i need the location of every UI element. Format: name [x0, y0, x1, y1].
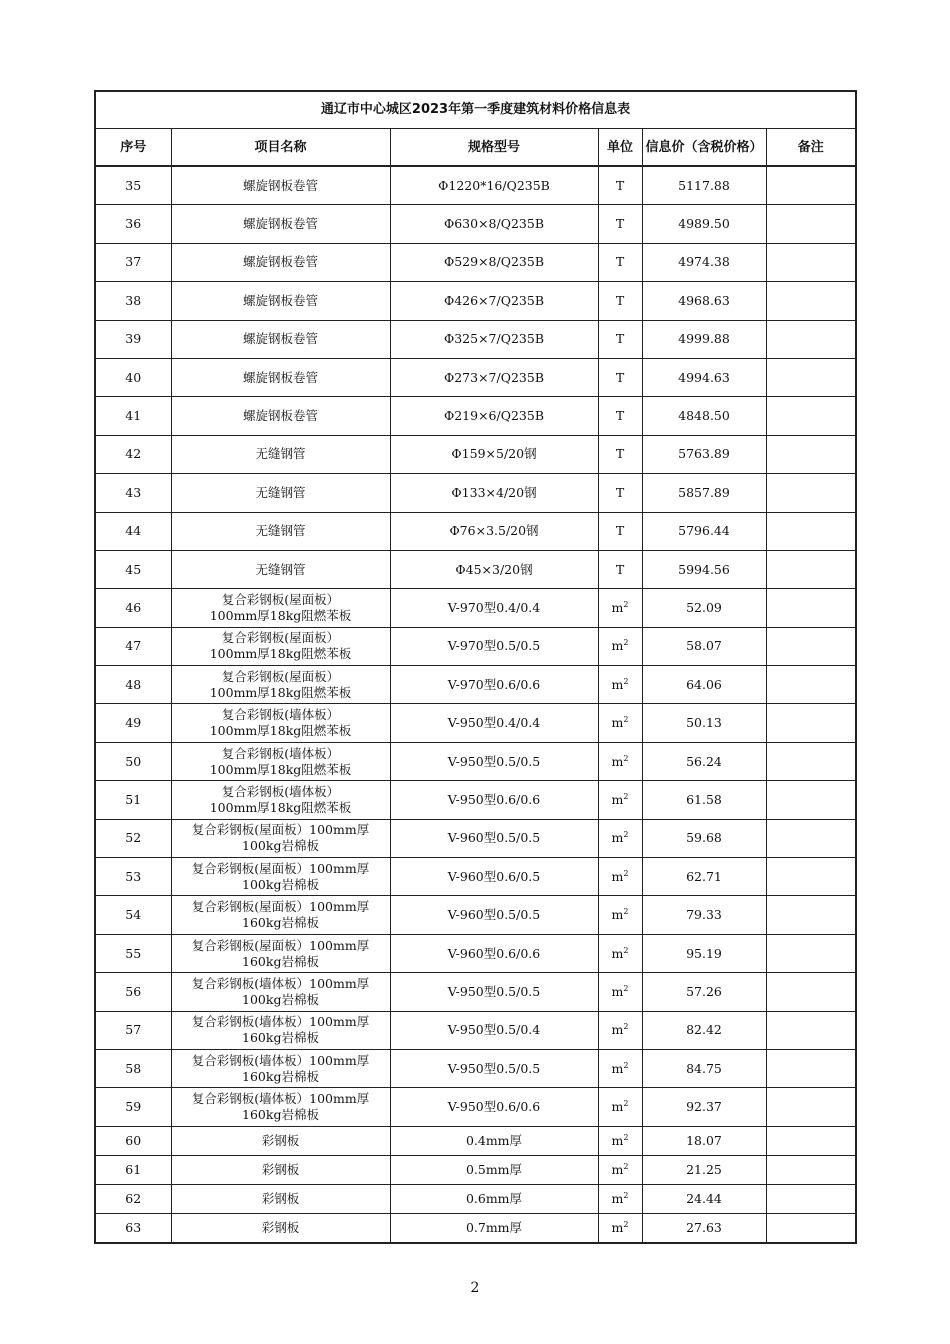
unit-text: m [611, 907, 624, 923]
table-row [95, 704, 856, 742]
row-unit-cell [598, 627, 642, 665]
row-seq-cell: 35 [95, 166, 171, 205]
table-row [95, 435, 856, 473]
table-row [95, 397, 856, 435]
unit-text: T [615, 216, 625, 232]
row-seq-cell: 58 [95, 1049, 171, 1087]
unit-text: m [611, 983, 624, 999]
table-body [95, 166, 856, 1243]
row-name-cell: 螺旋钢板卷管 [171, 320, 390, 358]
row-note-cell [766, 1011, 856, 1049]
table-row [95, 819, 856, 857]
table-row [95, 589, 856, 627]
row-note-cell [766, 435, 856, 473]
unit-text: m [611, 830, 624, 846]
row-seq-cell: 54 [95, 896, 171, 934]
row-seq-cell: 62 [95, 1184, 171, 1213]
row-unit-cell [598, 512, 642, 550]
row-note-cell [766, 550, 856, 588]
unit-text: m [611, 599, 624, 615]
row-note-cell [766, 1184, 856, 1213]
row-unit-cell [598, 742, 642, 780]
row-name-cell: 螺旋钢板卷管 [171, 243, 390, 281]
row-unit-cell [598, 589, 642, 627]
row-seq-cell: 51 [95, 781, 171, 819]
row-note-cell [766, 589, 856, 627]
row-price-cell: 82.42 [642, 1011, 766, 1049]
row-seq-cell: 46 [95, 589, 171, 627]
row-spec-cell: V-950型0.6/0.6 [390, 1088, 598, 1126]
row-unit-cell [598, 397, 642, 435]
row-name-cell: 复合彩钢板(屋面板） 100mm厚18kg阻燃苯板 [171, 666, 390, 704]
row-price-cell: 21.25 [642, 1155, 766, 1184]
row-name-cell: 复合彩钢板(屋面板） 100mm厚18kg阻燃苯板 [171, 589, 390, 627]
row-spec-cell: Φ529×8/Q235B [390, 243, 598, 281]
row-note-cell [766, 282, 856, 320]
row-note-cell [766, 166, 856, 205]
unit-superscript: 2 [623, 1022, 629, 1032]
row-spec-cell: Φ1220*16/Q235B [390, 166, 598, 205]
row-seq-cell: 53 [95, 858, 171, 896]
table-row [95, 1088, 856, 1126]
row-unit-cell [598, 858, 642, 896]
row-note-cell [766, 474, 856, 512]
unit-superscript: 2 [623, 1161, 629, 1171]
unit-text: m [611, 1060, 624, 1076]
table-row [95, 550, 856, 588]
row-seq-cell: 57 [95, 1011, 171, 1049]
row-note-cell [766, 1088, 856, 1126]
row-unit-cell [598, 435, 642, 473]
row-name-cell: 复合彩钢板(屋面板）100mm厚 160kg岩棉板 [171, 934, 390, 972]
unit-superscript: 2 [623, 1132, 629, 1142]
unit-text: m [611, 1190, 624, 1206]
row-note-cell [766, 397, 856, 435]
unit-superscript: 2 [623, 1060, 629, 1070]
table-row [95, 666, 856, 704]
header-seq: 序号 [95, 129, 171, 167]
row-price-cell: 24.44 [642, 1184, 766, 1213]
unit-superscript: 2 [623, 983, 629, 993]
row-price-cell: 5857.89 [642, 474, 766, 512]
row-unit-cell [598, 1126, 642, 1155]
row-name-cell: 彩钢板 [171, 1155, 390, 1184]
row-price-cell: 4999.88 [642, 320, 766, 358]
row-price-cell: 84.75 [642, 1049, 766, 1087]
unit-text: m [611, 868, 624, 884]
row-seq-cell: 47 [95, 627, 171, 665]
row-unit-cell [598, 819, 642, 857]
table-row [95, 358, 856, 396]
unit-text: m [611, 753, 624, 769]
unit-text: T [615, 408, 625, 424]
row-price-cell: 4994.63 [642, 358, 766, 396]
row-price-cell: 4968.63 [642, 282, 766, 320]
unit-text: m [611, 1132, 624, 1148]
row-name-cell: 无缝钢管 [171, 474, 390, 512]
row-name-cell: 螺旋钢板卷管 [171, 166, 390, 205]
row-spec-cell: Φ325×7/Q235B [390, 320, 598, 358]
row-spec-cell: 0.5mm厚 [390, 1155, 598, 1184]
row-spec-cell: V-950型0.5/0.5 [390, 742, 598, 780]
table-row [95, 1155, 856, 1184]
table-row [95, 858, 856, 896]
row-spec-cell: Φ630×8/Q235B [390, 205, 598, 243]
title-row [95, 91, 856, 129]
row-spec-cell: V-960型0.6/0.5 [390, 858, 598, 896]
table-row [95, 1184, 856, 1213]
row-unit-cell [598, 973, 642, 1011]
row-unit-cell [598, 320, 642, 358]
row-price-cell: 95.19 [642, 934, 766, 972]
unit-text: m [611, 676, 624, 692]
row-note-cell [766, 896, 856, 934]
row-name-cell: 无缝钢管 [171, 550, 390, 588]
unit-text: T [615, 484, 625, 500]
row-price-cell: 79.33 [642, 896, 766, 934]
row-seq-cell: 44 [95, 512, 171, 550]
row-seq-cell: 56 [95, 973, 171, 1011]
unit-text: T [615, 292, 625, 308]
row-note-cell [766, 358, 856, 396]
row-unit-cell [598, 934, 642, 972]
row-seq-cell: 52 [95, 819, 171, 857]
table-row [95, 627, 856, 665]
row-seq-cell: 42 [95, 435, 171, 473]
row-price-cell: 4989.50 [642, 205, 766, 243]
header-row [95, 129, 856, 167]
unit-text: m [611, 638, 624, 654]
row-seq-cell: 39 [95, 320, 171, 358]
unit-superscript: 2 [623, 1190, 629, 1200]
row-note-cell [766, 243, 856, 281]
row-note-cell [766, 512, 856, 550]
row-note-cell [766, 1049, 856, 1087]
row-unit-cell [598, 243, 642, 281]
table-row [95, 320, 856, 358]
row-name-cell: 复合彩钢板(墙体板）100mm厚 160kg岩棉板 [171, 1049, 390, 1087]
unit-text: T [615, 177, 625, 193]
row-spec-cell: V-970型0.5/0.5 [390, 627, 598, 665]
table-row [95, 282, 856, 320]
row-price-cell: 56.24 [642, 742, 766, 780]
row-spec-cell: 0.6mm厚 [390, 1184, 598, 1213]
row-name-cell: 复合彩钢板(墙体板）100mm厚 100kg岩棉板 [171, 973, 390, 1011]
unit-superscript: 2 [623, 906, 629, 916]
row-price-cell: 59.68 [642, 819, 766, 857]
row-unit-cell [598, 166, 642, 205]
unit-superscript: 2 [623, 638, 629, 648]
row-note-cell [766, 819, 856, 857]
row-note-cell [766, 666, 856, 704]
row-note-cell [766, 742, 856, 780]
unit-text: T [615, 369, 625, 385]
row-price-cell: 4848.50 [642, 397, 766, 435]
table-title: 通辽市中心城区2023年第一季度建筑材料价格信息表 [95, 91, 856, 129]
row-spec-cell: V-950型0.5/0.4 [390, 1011, 598, 1049]
row-name-cell: 螺旋钢板卷管 [171, 205, 390, 243]
row-name-cell: 复合彩钢板(墙体板） 100mm厚18kg阻燃苯板 [171, 742, 390, 780]
table-row [95, 1049, 856, 1087]
row-name-cell: 复合彩钢板(墙体板）100mm厚 160kg岩棉板 [171, 1088, 390, 1126]
row-price-cell: 5763.89 [642, 435, 766, 473]
unit-text: m [611, 1219, 624, 1235]
row-name-cell: 螺旋钢板卷管 [171, 397, 390, 435]
price-table-container [94, 90, 855, 1244]
row-note-cell [766, 205, 856, 243]
row-spec-cell: V-950型0.5/0.5 [390, 1049, 598, 1087]
row-name-cell: 彩钢板 [171, 1126, 390, 1155]
unit-superscript: 2 [623, 676, 629, 686]
row-name-cell: 复合彩钢板(墙体板） 100mm厚18kg阻燃苯板 [171, 704, 390, 742]
unit-superscript: 2 [623, 945, 629, 955]
row-price-cell: 62.71 [642, 858, 766, 896]
row-spec-cell: V-970型0.6/0.6 [390, 666, 598, 704]
unit-text: T [615, 254, 625, 270]
row-price-cell: 5796.44 [642, 512, 766, 550]
row-seq-cell: 48 [95, 666, 171, 704]
row-price-cell: 64.06 [642, 666, 766, 704]
row-seq-cell: 55 [95, 934, 171, 972]
unit-text: m [611, 1161, 624, 1177]
row-spec-cell: Φ219×6/Q235B [390, 397, 598, 435]
row-note-cell [766, 858, 856, 896]
table-row [95, 166, 856, 205]
row-name-cell: 无缝钢管 [171, 435, 390, 473]
table-row [95, 1126, 856, 1155]
row-unit-cell [598, 1184, 642, 1213]
row-spec-cell: 0.7mm厚 [390, 1213, 598, 1243]
row-name-cell: 复合彩钢板(墙体板）100mm厚 160kg岩棉板 [171, 1011, 390, 1049]
row-unit-cell [598, 666, 642, 704]
row-note-cell [766, 973, 856, 1011]
row-seq-cell: 50 [95, 742, 171, 780]
row-seq-cell: 61 [95, 1155, 171, 1184]
row-unit-cell [598, 896, 642, 934]
row-price-cell: 58.07 [642, 627, 766, 665]
header-name: 项目名称 [171, 129, 390, 167]
row-unit-cell [598, 781, 642, 819]
table-row [95, 896, 856, 934]
row-note-cell [766, 1155, 856, 1184]
header-spec: 规格型号 [390, 129, 598, 167]
row-note-cell [766, 627, 856, 665]
unit-text: m [611, 1099, 624, 1115]
table-row [95, 1213, 856, 1243]
row-unit-cell [598, 1155, 642, 1184]
row-price-cell: 61.58 [642, 781, 766, 819]
row-price-cell: 5994.56 [642, 550, 766, 588]
row-seq-cell: 37 [95, 243, 171, 281]
row-spec-cell: V-950型0.6/0.6 [390, 781, 598, 819]
unit-superscript: 2 [623, 1219, 629, 1229]
row-unit-cell [598, 550, 642, 588]
row-price-cell: 18.07 [642, 1126, 766, 1155]
row-price-cell: 92.37 [642, 1088, 766, 1126]
row-name-cell: 彩钢板 [171, 1213, 390, 1243]
unit-text: m [611, 1022, 624, 1038]
row-name-cell: 复合彩钢板(屋面板）100mm厚 100kg岩棉板 [171, 819, 390, 857]
row-unit-cell [598, 704, 642, 742]
row-spec-cell: Φ159×5/20钢 [390, 435, 598, 473]
unit-superscript: 2 [623, 753, 629, 763]
row-spec-cell: V-960型0.5/0.5 [390, 896, 598, 934]
row-spec-cell: V-960型0.5/0.5 [390, 819, 598, 857]
row-unit-cell [598, 205, 642, 243]
row-note-cell [766, 1213, 856, 1243]
row-seq-cell: 63 [95, 1213, 171, 1243]
row-spec-cell: Φ45×3/20钢 [390, 550, 598, 588]
row-price-cell: 57.26 [642, 973, 766, 1011]
unit-superscript: 2 [623, 830, 629, 840]
row-seq-cell: 36 [95, 205, 171, 243]
table-row [95, 973, 856, 1011]
unit-superscript: 2 [623, 715, 629, 724]
unit-superscript: 2 [623, 1098, 629, 1108]
unit-text: T [615, 523, 625, 539]
table-row [95, 512, 856, 550]
row-spec-cell: V-960型0.6/0.6 [390, 934, 598, 972]
row-unit-cell [598, 1011, 642, 1049]
row-name-cell: 复合彩钢板(屋面板）100mm厚 160kg岩棉板 [171, 896, 390, 934]
unit-text: T [615, 331, 625, 347]
row-note-cell [766, 1126, 856, 1155]
row-unit-cell [598, 1049, 642, 1087]
unit-text: m [611, 791, 624, 807]
price-table [94, 90, 857, 1244]
row-spec-cell: V-970型0.4/0.4 [390, 589, 598, 627]
row-note-cell [766, 704, 856, 742]
header-unit: 单位 [598, 129, 642, 167]
row-seq-cell: 45 [95, 550, 171, 588]
row-seq-cell: 38 [95, 282, 171, 320]
table-row [95, 205, 856, 243]
row-name-cell: 复合彩钢板(墙体板） 100mm厚18kg阻燃苯板 [171, 781, 390, 819]
table-row [95, 243, 856, 281]
unit-text: T [615, 561, 625, 577]
row-seq-cell: 40 [95, 358, 171, 396]
row-unit-cell [598, 282, 642, 320]
row-spec-cell: Φ76×3.5/20钢 [390, 512, 598, 550]
row-seq-cell: 43 [95, 474, 171, 512]
unit-superscript: 2 [623, 791, 629, 801]
table-row [95, 742, 856, 780]
row-price-cell: 50.13 [642, 704, 766, 742]
header-price: 信息价（含税价格） [642, 129, 766, 167]
row-seq-cell: 59 [95, 1088, 171, 1126]
table-row [95, 781, 856, 819]
table-row [95, 1011, 856, 1049]
unit-superscript: 2 [623, 868, 629, 878]
row-seq-cell: 41 [95, 397, 171, 435]
row-name-cell: 复合彩钢板(屋面板）100mm厚 100kg岩棉板 [171, 858, 390, 896]
row-note-cell [766, 320, 856, 358]
row-spec-cell: V-950型0.5/0.5 [390, 973, 598, 1011]
row-name-cell: 无缝钢管 [171, 512, 390, 550]
row-unit-cell [598, 1213, 642, 1243]
row-name-cell: 复合彩钢板(屋面板） 100mm厚18kg阻燃苯板 [171, 627, 390, 665]
row-spec-cell: Φ273×7/Q235B [390, 358, 598, 396]
table-row [95, 474, 856, 512]
row-unit-cell [598, 358, 642, 396]
unit-text: m [611, 715, 624, 731]
row-name-cell: 螺旋钢板卷管 [171, 282, 390, 320]
page-number: 2 [470, 1280, 480, 1296]
header-note: 备注 [766, 129, 856, 167]
row-note-cell [766, 934, 856, 972]
row-seq-cell: 60 [95, 1126, 171, 1155]
row-note-cell [766, 781, 856, 819]
row-price-cell: 4974.38 [642, 243, 766, 281]
row-spec-cell: Φ426×7/Q235B [390, 282, 598, 320]
row-unit-cell [598, 1088, 642, 1126]
row-spec-cell: V-950型0.4/0.4 [390, 704, 598, 742]
row-unit-cell [598, 474, 642, 512]
row-name-cell: 螺旋钢板卷管 [171, 358, 390, 396]
unit-text: m [611, 945, 624, 961]
row-spec-cell: Φ133×4/20钢 [390, 474, 598, 512]
row-spec-cell: 0.4mm厚 [390, 1126, 598, 1155]
row-seq-cell: 49 [95, 704, 171, 742]
unit-text: T [615, 446, 625, 462]
row-name-cell: 彩钢板 [171, 1184, 390, 1213]
row-price-cell: 52.09 [642, 589, 766, 627]
table-row [95, 934, 856, 972]
unit-superscript: 2 [623, 599, 629, 609]
row-price-cell: 5117.88 [642, 166, 766, 205]
row-price-cell: 27.63 [642, 1213, 766, 1243]
